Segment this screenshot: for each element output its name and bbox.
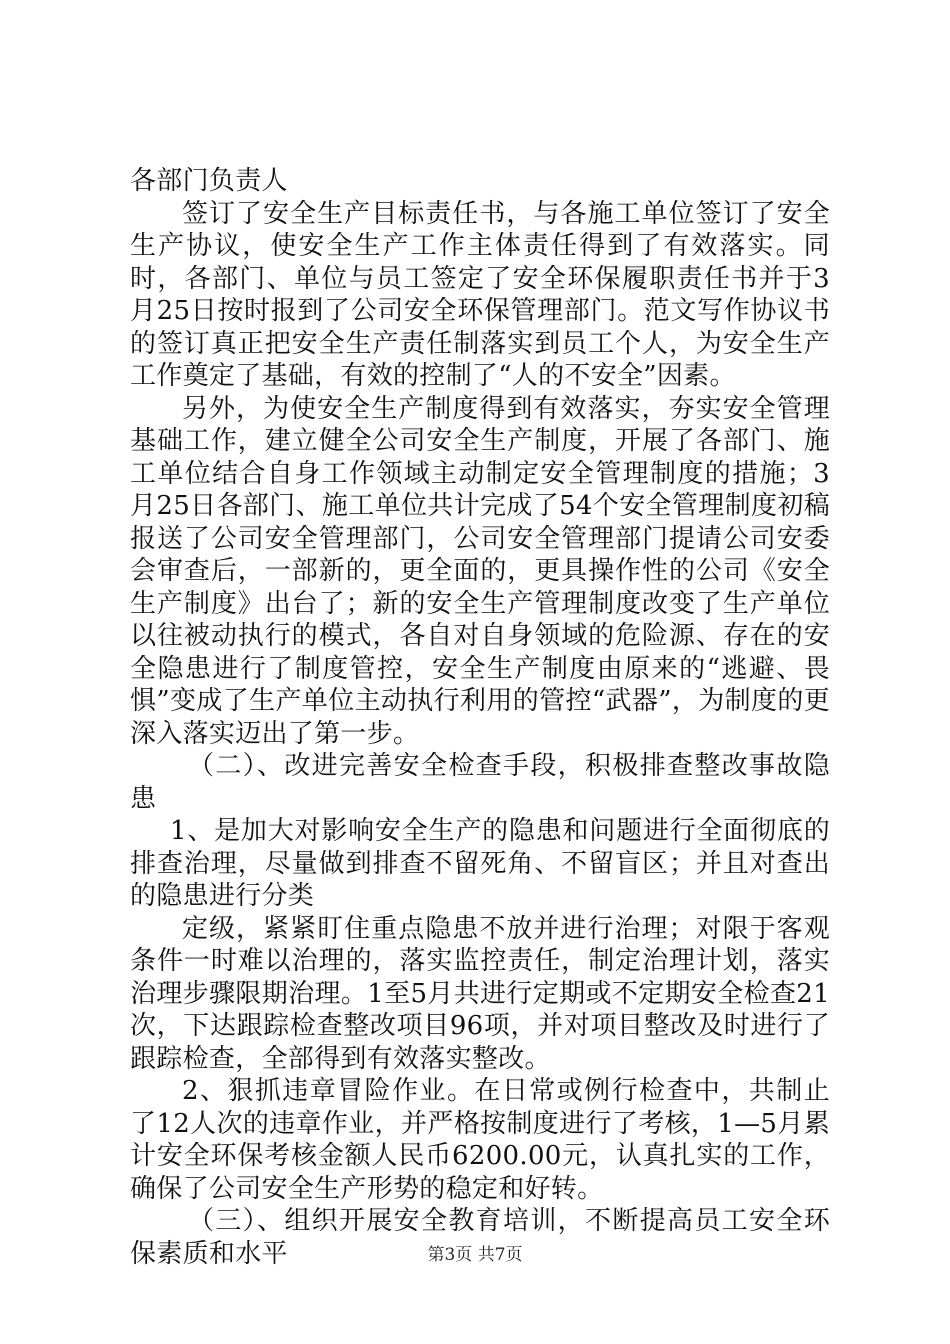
- section-heading-inspection: （二）、改进完善安全检查手段，积极排查整改事故隐患: [130, 751, 830, 814]
- paragraph-item-2: 2、狠抓违章冒险作业。在日常或例行检查中，共制止了12人次的违章作业，并严格按制度进行了考核，1—5月累计安全环保考核金额人民币6200.00元，认真扎实的工作，确保了公司安全生产形势的稳定和好转。: [130, 1076, 830, 1204]
- page-footer: [0, 1245, 950, 1265]
- paragraph-item-1: 1、是加大对影响安全生产的隐患和问题进行全面彻底的排查治理，尽量做到排查不留死角、不留盲区；并且对查出的隐患进行分类: [130, 816, 830, 911]
- paragraph-system: 另外，为使安全生产制度得到有效落实，夯实安全管理基础工作，建立健全公司安全生产制度，开展了各部门、施工单位结合自身工作领域主动制定安全管理制度的措施；3月25日各部门、施工单位共计完成了54个安全管理制度初稿报送了公司安全管理部门，公司安全管理部门提请公司安委会审查后，一部新的，更全面的，更具操作性的公司《安全生产制度》出台了；新的安全生产管理制度改变了生产单位以往被动执行的模式，各自对自身领域的危险源、存在的安全隐患进行了制度管控，安全生产制度由原来的“逃避、畏惧”变成了生产单位主动执行利用的管控“武器”，为制度的更深入落实迈出了第一步。: [130, 393, 830, 749]
- page-number-label: 第3页 共7页: [427, 1245, 523, 1265]
- paragraph-heading-dept: 各部门负责人: [130, 166, 288, 196]
- document-body: [130, 165, 830, 1270]
- paragraph-grading: 定级，紧紧盯住重点隐患不放并进行治理；对限于客观条件一时难以治理的，落实监控责任，制定治理计划，落实治理步骤限期治理。1至5月共进行定期或不定期安全检查21次，下达跟踪检查整改项目96项，并对项目整改及时进行了跟踪检查，全部得到有效落实整改。: [130, 913, 830, 1074]
- section-heading-training: （三）、组织开展安全教育培训，不断提高员工安全环保素质和水平: [130, 1206, 830, 1269]
- paragraph-responsibility: 签订了安全生产目标责任书，与各施工单位签订了安全生产协议，使安全生产工作主体责任得到了有效落实。同时，各部门、单位与员工签定了安全环保履职责任书并于3月25日按时报到了公司安全环保管理部门。范文写作协议书的签订真正把安全生产责任制落实到员工个人，为安全生产工作奠定了基础，有效的控制了“人的不安全”因素。: [130, 198, 830, 391]
